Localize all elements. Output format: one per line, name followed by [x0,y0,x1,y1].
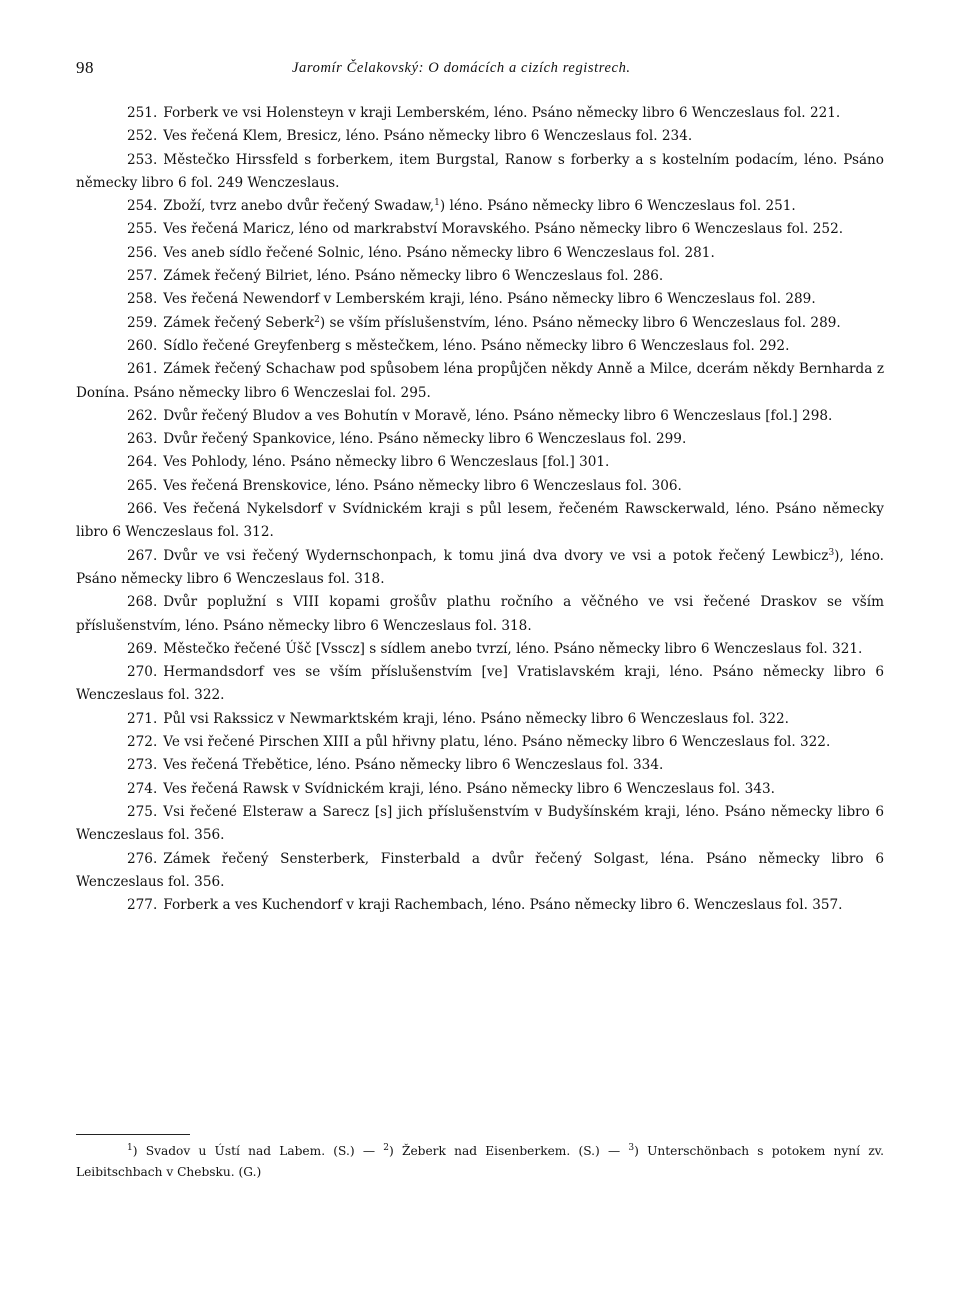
entry-text: Dvůr ve vsi řečený Wydernschonpach, k tomu jiná dva dvory ve vsi a potok řečený Lewbicz [163,547,829,564]
register-entry [76,545,884,592]
entry-number: 255. [127,221,158,238]
register-entry [76,661,884,708]
running-title: Jaromír Čelakovský: O domácích a cizích registrech. [292,60,631,76]
register-entry [76,731,884,754]
entry-number: 273. [127,757,158,774]
entry-text: Ves řečená Klem, Bresicz, léno. Psáno německy libro 6 Wenczeslaus fol. 234. [163,128,693,145]
entry-text: Dvůr řečený Spankovice, léno. Psáno německy libro 6 Wenczeslaus fol. 299. [163,431,687,448]
register-entry [76,242,884,265]
register-entry [76,778,884,801]
entry-text: Zámek řečený Seberk [163,314,315,331]
register-entry [76,754,884,777]
entry-text: Dvůr řečený Bludov a ves Bohutín v Moravě, léno. Psáno německy libro 6 Wenczeslaus [fol.] 298. [163,407,833,424]
entry-number: 251. [127,105,158,121]
entry-number: 254. [127,198,158,215]
entry-text: Forberk a ves Kuchendorf v kraji Rachembach, léno. Psáno německy libro 6. Wenczeslaus fol. 357. [163,897,843,914]
entry-number: 252. [127,128,158,145]
entry-number: 272. [127,734,158,751]
entry-number: 257. [127,268,158,285]
entry-text: Zboží, tvrz anebo dvůr řečený Swadaw, [163,198,435,215]
footnote-reference: 1 [434,198,440,209]
register-entry [76,801,884,848]
entry-text: Vsi řečené Elsteraw a Sarecz [s] jich příslušenstvím v Budyšínském kraji, léno. Psáno německy libro 6 Wenczeslaus fol. 356. [76,803,884,844]
register-entry [76,358,884,405]
entry-number: 258. [127,291,158,308]
entry-number: 274. [127,780,158,797]
footnote-3-text: ) Unterschönbach s potokem nyní zv. Leibitschbach v Chebsku. (G.) [76,1144,884,1179]
entry-text: Dvůr poplužní s VIII kopami grošův plathu ročního a věčného ve vsi řečené Draskov se vším příslušenstvím, léno. Psáno německy libro 6 Wenczeslaus fol. 318. [76,594,884,634]
entry-number: 269. [127,640,158,657]
entry-text: Ves řečená Newendorf v Lemberském kraji, léno. Psáno německy libro 6 Wenczeslaus fol. 289. [163,291,816,308]
register-entry [76,591,884,638]
register-entries [76,102,884,917]
register-entry [76,195,884,218]
entry-number: 263. [127,431,158,448]
register-entry [76,335,884,358]
entry-number: 268. [127,594,158,611]
register-entry [76,638,884,661]
entry-text: Zámek řečený Schachaw pod spůsobem léna propůjčen někdy Anně a Milce, dcerám někdy Bernharda z Donína. Psáno německy libro 6 Wenczeslai fol. 295. [76,361,884,401]
entry-number: 270. [127,664,158,681]
entry-number: 253. [127,151,158,168]
entry-text: Ve vsi řečené Pirschen XIII a půl hřivny platu, léno. Psáno německy libro 6 Wenczeslaus fol. 322. [163,734,831,751]
register-entry [76,125,884,148]
entry-number: 276. [127,850,158,867]
entry-text-continued: ), léno. Psáno německy libro 6 Wenczeslaus fol. 318. [76,547,885,587]
footnote-2-text: ) Žeberk nad Eisenberkem. (S.) — [388,1144,629,1158]
entry-text: Ves řečená Rawsk v Svídnickém kraji, léno. Psáno německy libro 6 Wenczeslaus fol. 343. [163,780,775,797]
entry-number: 277. [127,897,158,914]
register-entry [76,312,884,335]
footnote-mark-3: 3 [628,1143,635,1153]
register-entry [76,498,884,545]
entry-number: 260. [127,337,158,354]
footnote-reference: 3 [828,547,835,558]
entry-number: 264. [127,454,158,471]
register-entry [76,149,884,196]
entry-number: 266. [127,501,158,518]
register-entry [76,102,884,125]
entry-number: 271. [127,710,158,727]
footnotes [76,1141,884,1183]
entry-text: Ves řečená Nykelsdorf v Svídnickém kraji s půl lesem, řečeném Rawsckerwald, léno. Psáno německy libro 6 Wenczeslaus fol. 312. [76,501,884,541]
entry-text: Ves řečená Maricz, léno od markrabství Moravského. Psáno německy libro 6 Wenczeslaus fol. 252. [163,221,844,238]
entry-text: Městečko řečené Úšč [Vsscz] s sídlem anebo tvrzí, léno. Psáno německy libro 6 Wenczeslaus fol. 321. [163,640,863,657]
footnote-rule [76,1134,190,1135]
register-entry [76,218,884,241]
entry-text-continued: ) se vším příslušenstvím, léno. Psáno německy libro 6 Wenczeslaus fol. 289. [319,314,841,331]
entry-text: Ves řečená Třebětice, léno. Psáno německy libro 6 Wenczeslaus fol. 334. [163,757,664,774]
entry-text-continued: ) léno. Psáno německy libro 6 Wenczeslaus fol. 251. [439,198,796,215]
entry-text: Sídlo řečené Greyfenberg s městečkem, léno. Psáno německy libro 6 Wenczeslaus fol. 292. [163,337,790,354]
register-entry [76,475,884,498]
entry-text: Forberk ve vsi Holensteyn v kraji Lemberském, léno. Psáno německy libro 6 Wenczeslaus fol. 221. [163,105,841,121]
register-entry [76,428,884,451]
footnote-mark-1: 1 [127,1143,133,1153]
register-entry [76,405,884,428]
entry-text: Ves Pohlody, léno. Psáno německy libro 6 Wenczeslaus [fol.] 301. [163,454,610,471]
page-number: 98 [76,58,94,77]
entry-number: 267. [127,547,158,564]
footnote-1-text: ) Svadov u Ústí nad Labem. (S.) — [132,1144,384,1158]
entry-text: Zámek řečený Bilriet, léno. Psáno německy libro 6 Wenczeslaus fol. 286. [163,268,664,285]
entry-text: Ves řečená Brenskovice, léno. Psáno německy libro 6 Wenczeslaus fol. 306. [163,477,682,494]
register-entry [76,848,884,895]
entry-number: 265. [127,477,158,494]
page-header [76,58,884,82]
entry-number: 261. [127,361,158,378]
entry-number: 259. [127,314,158,331]
entry-text: Zámek řečený Sensterberk, Finsterbald a dvůr řečený Solgast, léna. Psáno německy libro 6 Wenczeslaus fol. 356. [76,850,884,890]
entry-number: 262. [127,407,158,424]
entry-text: Půl vsi Rakssicz v Newmarktském kraji, léno. Psáno německy libro 6 Wenczeslaus fol. 322. [163,710,789,727]
entry-text: Městečko Hirssfeld s forberkem, item Burgstal, Ranow s forberky a s kostelním podacím, léno. Psáno německy libro 6 fol. 249 Wenczeslaus. [76,151,884,191]
entry-number: 275. [127,803,158,820]
register-entry [76,265,884,288]
entry-number: 256. [127,244,158,261]
register-entry [76,288,884,311]
entry-text: Hermandsdorf ves se vším příslušenstvím [ve] Vratislavském kraji, léno. Psáno německy libro 6 Wenczeslaus fol. 322. [76,664,884,704]
footnote-reference: 2 [314,314,320,325]
register-entry [76,708,884,731]
register-entry [76,894,884,917]
footnote-mark-2: 2 [383,1143,389,1153]
register-entry [76,451,884,474]
entry-text: Ves aneb sídlo řečené Solnic, léno. Psáno německy libro 6 Wenczeslaus fol. 281. [163,244,715,261]
